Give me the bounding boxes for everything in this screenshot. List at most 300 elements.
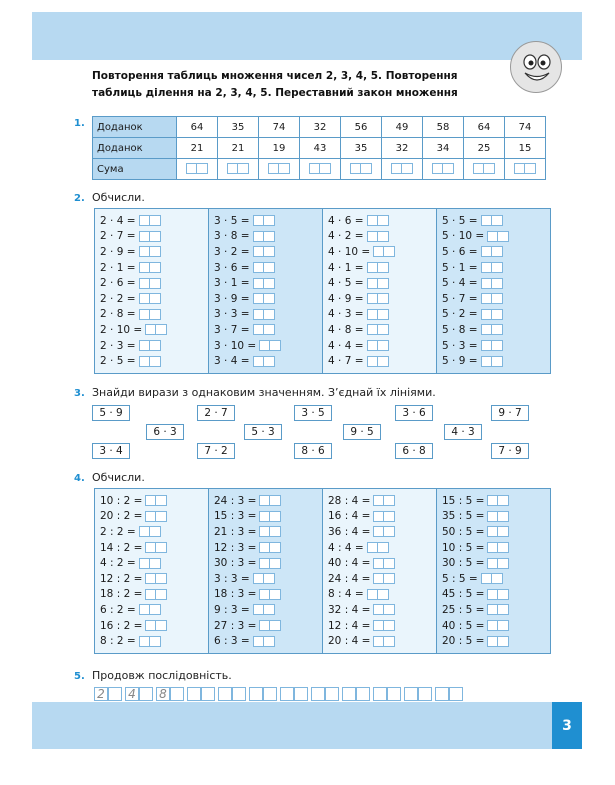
answer-box[interactable] bbox=[253, 293, 264, 304]
expression-card[interactable]: 8 · 6 bbox=[294, 443, 332, 459]
answer-box[interactable] bbox=[253, 573, 264, 584]
answer-box[interactable] bbox=[264, 309, 275, 320]
task-2-number: 2. bbox=[74, 193, 85, 204]
answer-box[interactable] bbox=[186, 163, 197, 174]
sum-answer-cell[interactable] bbox=[177, 159, 218, 180]
answer-box[interactable] bbox=[139, 526, 150, 537]
answer-box[interactable] bbox=[492, 573, 503, 584]
answer-box[interactable] bbox=[270, 542, 281, 553]
answer-box[interactable] bbox=[259, 589, 270, 600]
answer-box[interactable] bbox=[492, 340, 503, 351]
answer-box[interactable] bbox=[373, 526, 384, 537]
answer-box[interactable] bbox=[492, 278, 503, 289]
expression-text: 2 · 3 = bbox=[100, 339, 136, 352]
division-column bbox=[208, 489, 322, 653]
expression-text: 3 · 8 = bbox=[214, 230, 250, 243]
answer-box[interactable] bbox=[139, 356, 150, 367]
answer-box[interactable] bbox=[139, 246, 150, 257]
answer-box[interactable] bbox=[514, 163, 525, 174]
expression-text: 14 : 2 = bbox=[100, 541, 143, 554]
sequence-cell[interactable] bbox=[387, 687, 401, 701]
expression-card[interactable]: 6 · 8 bbox=[395, 443, 433, 459]
answer-box[interactable] bbox=[156, 620, 167, 631]
answer-box[interactable] bbox=[197, 163, 208, 174]
sequence-cell[interactable] bbox=[280, 687, 294, 701]
table-cell: 35 bbox=[341, 138, 382, 159]
answer-box[interactable] bbox=[139, 215, 150, 226]
answer-box[interactable] bbox=[139, 558, 150, 569]
answer-box[interactable] bbox=[487, 495, 498, 506]
answer-box[interactable] bbox=[492, 356, 503, 367]
answer-box[interactable] bbox=[361, 163, 372, 174]
expression-text: 25 : 5 = bbox=[442, 603, 485, 616]
expression-text: 35 : 5 = bbox=[442, 510, 485, 523]
sequence-cell[interactable] bbox=[342, 687, 356, 701]
answer-box[interactable] bbox=[384, 604, 395, 615]
answer-box[interactable] bbox=[373, 495, 384, 506]
expression-row bbox=[442, 587, 550, 603]
answer-box[interactable] bbox=[156, 324, 167, 335]
answer-box[interactable] bbox=[259, 620, 270, 631]
multiplication-grid bbox=[94, 208, 551, 374]
answer-box[interactable] bbox=[498, 495, 509, 506]
answer-box[interactable] bbox=[270, 558, 281, 569]
answer-box[interactable] bbox=[150, 340, 161, 351]
answer-box[interactable] bbox=[253, 604, 264, 615]
answer-box[interactable] bbox=[264, 246, 275, 257]
expression-text: 40 : 4 = bbox=[328, 557, 371, 570]
answer-box[interactable] bbox=[487, 511, 498, 522]
answer-box[interactable] bbox=[150, 636, 161, 647]
answer-box[interactable] bbox=[238, 163, 249, 174]
expression-row bbox=[214, 275, 322, 291]
expression-card[interactable]: 5 · 3 bbox=[244, 424, 282, 440]
expression-text: 20 : 5 = bbox=[442, 635, 485, 648]
expression-row bbox=[328, 353, 436, 369]
answer-box[interactable] bbox=[373, 246, 384, 257]
answer-box[interactable] bbox=[378, 356, 389, 367]
answer-box[interactable] bbox=[253, 262, 264, 273]
answer-box[interactable] bbox=[145, 589, 156, 600]
expression-text: 4 · 7 = bbox=[328, 355, 364, 368]
answer-box[interactable] bbox=[253, 231, 264, 242]
expression-text: 4 · 6 = bbox=[328, 214, 364, 227]
answer-box[interactable] bbox=[378, 542, 389, 553]
expression-row bbox=[100, 353, 208, 369]
expression-card[interactable]: 3 · 4 bbox=[92, 443, 130, 459]
answer-box[interactable] bbox=[378, 324, 389, 335]
answer-box[interactable] bbox=[253, 309, 264, 320]
answer-box[interactable] bbox=[391, 163, 402, 174]
answer-box[interactable] bbox=[264, 324, 275, 335]
expression-card[interactable]: 9 · 7 bbox=[491, 405, 529, 421]
expression-row bbox=[328, 633, 436, 649]
sequence-cell[interactable] bbox=[201, 687, 215, 701]
answer-box[interactable] bbox=[498, 231, 509, 242]
expression-row bbox=[442, 618, 550, 634]
answer-box[interactable] bbox=[150, 231, 161, 242]
answer-box[interactable] bbox=[259, 511, 270, 522]
answer-box[interactable] bbox=[498, 526, 509, 537]
answer-box[interactable] bbox=[487, 526, 498, 537]
answer-box[interactable] bbox=[492, 309, 503, 320]
answer-box[interactable] bbox=[373, 558, 384, 569]
table-cell: 21 bbox=[177, 138, 218, 159]
answer-box[interactable] bbox=[373, 620, 384, 631]
sequence-cell[interactable] bbox=[187, 687, 201, 701]
table-cell: 25 bbox=[464, 138, 505, 159]
expression-text: 3 · 5 = bbox=[214, 214, 250, 227]
sequence-cell[interactable] bbox=[249, 687, 263, 701]
answer-box[interactable] bbox=[481, 356, 492, 367]
answer-box[interactable] bbox=[320, 163, 331, 174]
sequence-cell[interactable] bbox=[325, 687, 339, 701]
expression-card[interactable]: 7 · 9 bbox=[491, 443, 529, 459]
page-number: 3 bbox=[552, 702, 582, 749]
answer-box[interactable] bbox=[384, 526, 395, 537]
expression-text: 5 · 4 = bbox=[442, 277, 478, 290]
answer-box[interactable] bbox=[279, 163, 290, 174]
table-cell: 15 bbox=[505, 138, 546, 159]
answer-box[interactable] bbox=[481, 278, 492, 289]
expression-row bbox=[214, 322, 322, 338]
sequence-cell[interactable] bbox=[356, 687, 370, 701]
answer-box[interactable] bbox=[492, 324, 503, 335]
answer-box[interactable] bbox=[481, 215, 492, 226]
answer-box[interactable] bbox=[150, 246, 161, 257]
answer-box[interactable] bbox=[145, 620, 156, 631]
answer-box[interactable] bbox=[264, 573, 275, 584]
answer-box[interactable] bbox=[498, 511, 509, 522]
expression-text: 5 : 5 = bbox=[442, 572, 478, 585]
expression-text: 4 · 3 = bbox=[328, 308, 364, 321]
answer-box[interactable] bbox=[139, 278, 150, 289]
answer-box[interactable] bbox=[367, 324, 378, 335]
answer-box[interactable] bbox=[264, 278, 275, 289]
answer-box[interactable] bbox=[487, 620, 498, 631]
answer-box[interactable] bbox=[264, 636, 275, 647]
answer-box[interactable] bbox=[367, 309, 378, 320]
answer-box[interactable] bbox=[150, 356, 161, 367]
answer-box[interactable] bbox=[492, 215, 503, 226]
answer-box[interactable] bbox=[484, 163, 495, 174]
answer-box[interactable] bbox=[481, 573, 492, 584]
sequence-cell[interactable] bbox=[232, 687, 246, 701]
answer-box[interactable] bbox=[498, 558, 509, 569]
answer-box[interactable] bbox=[487, 604, 498, 615]
answer-box[interactable] bbox=[259, 542, 270, 553]
expression-row bbox=[328, 244, 436, 260]
answer-box[interactable] bbox=[150, 293, 161, 304]
answer-box[interactable] bbox=[253, 356, 264, 367]
expression-card[interactable]: 2 · 7 bbox=[197, 405, 235, 421]
sequence-cell[interactable] bbox=[311, 687, 325, 701]
answer-box[interactable] bbox=[150, 309, 161, 320]
expression-text: 4 · 9 = bbox=[328, 292, 364, 305]
answer-box[interactable] bbox=[350, 163, 361, 174]
sequence-cell[interactable] bbox=[139, 687, 153, 701]
answer-box[interactable] bbox=[156, 589, 167, 600]
answer-box[interactable] bbox=[253, 215, 264, 226]
answer-box[interactable] bbox=[259, 526, 270, 537]
expression-card[interactable]: 3 · 6 bbox=[395, 405, 433, 421]
expression-row bbox=[442, 291, 550, 307]
sum-answer-cell[interactable] bbox=[300, 159, 341, 180]
sequence-cell[interactable] bbox=[449, 687, 463, 701]
sum-answer-cell[interactable] bbox=[259, 159, 300, 180]
expression-row bbox=[100, 509, 208, 525]
answer-box[interactable] bbox=[367, 278, 378, 289]
answer-box[interactable] bbox=[487, 231, 498, 242]
answer-box[interactable] bbox=[373, 604, 384, 615]
table-row bbox=[93, 117, 546, 138]
answer-box[interactable] bbox=[384, 573, 395, 584]
answer-box[interactable] bbox=[259, 495, 270, 506]
answer-box[interactable] bbox=[264, 262, 275, 273]
answer-box[interactable] bbox=[384, 495, 395, 506]
answer-box[interactable] bbox=[498, 542, 509, 553]
expression-row bbox=[100, 291, 208, 307]
answer-box[interactable] bbox=[268, 163, 279, 174]
answer-box[interactable] bbox=[378, 262, 389, 273]
answer-box[interactable] bbox=[367, 340, 378, 351]
answer-box[interactable] bbox=[481, 246, 492, 257]
sequence-cell[interactable] bbox=[218, 687, 232, 701]
sum-answer-cell[interactable] bbox=[382, 159, 423, 180]
answer-box[interactable] bbox=[253, 324, 264, 335]
expression-row bbox=[442, 524, 550, 540]
answer-box[interactable] bbox=[264, 293, 275, 304]
answer-box[interactable] bbox=[384, 511, 395, 522]
expression-row bbox=[442, 307, 550, 323]
sequence-cell[interactable] bbox=[170, 687, 184, 701]
expression-row bbox=[100, 618, 208, 634]
answer-box[interactable] bbox=[367, 262, 378, 273]
sequence-cell[interactable] bbox=[435, 687, 449, 701]
expression-row bbox=[442, 633, 550, 649]
sequence-cell[interactable]: 2 bbox=[94, 687, 108, 701]
answer-box[interactable] bbox=[264, 231, 275, 242]
answer-box[interactable] bbox=[498, 589, 509, 600]
expression-card[interactable]: 9 · 5 bbox=[343, 424, 381, 440]
sum-answer-cell[interactable] bbox=[341, 159, 382, 180]
table-cell: 34 bbox=[423, 138, 464, 159]
expression-card[interactable]: 5 · 9 bbox=[92, 405, 130, 421]
answer-box[interactable] bbox=[384, 558, 395, 569]
expression-row bbox=[100, 555, 208, 571]
answer-box[interactable] bbox=[492, 246, 503, 257]
division-column bbox=[322, 489, 436, 653]
answer-box[interactable] bbox=[378, 309, 389, 320]
multiplication-column bbox=[208, 209, 322, 373]
answer-box[interactable] bbox=[156, 511, 167, 522]
sequence-cell[interactable] bbox=[404, 687, 418, 701]
answer-box[interactable] bbox=[156, 495, 167, 506]
answer-box[interactable] bbox=[139, 231, 150, 242]
expression-text: 4 · 2 = bbox=[328, 230, 364, 243]
answer-box[interactable] bbox=[373, 636, 384, 647]
expression-text: 4 · 1 = bbox=[328, 261, 364, 274]
table-cell: 32 bbox=[382, 138, 423, 159]
answer-box[interactable] bbox=[402, 163, 413, 174]
expression-row bbox=[100, 524, 208, 540]
answer-box[interactable] bbox=[492, 293, 503, 304]
answer-box[interactable] bbox=[145, 324, 156, 335]
answer-box[interactable] bbox=[378, 589, 389, 600]
answer-box[interactable] bbox=[367, 589, 378, 600]
sum-answer-cell[interactable] bbox=[464, 159, 505, 180]
answer-box[interactable] bbox=[270, 526, 281, 537]
multiplication-column bbox=[436, 209, 550, 373]
answer-box[interactable] bbox=[145, 511, 156, 522]
answer-box[interactable] bbox=[384, 636, 395, 647]
expression-row bbox=[214, 524, 322, 540]
answer-box[interactable] bbox=[492, 262, 503, 273]
expression-text: 3 · 1 = bbox=[214, 277, 250, 290]
answer-box[interactable] bbox=[150, 604, 161, 615]
expression-row bbox=[442, 275, 550, 291]
answer-box[interactable] bbox=[487, 558, 498, 569]
answer-box[interactable] bbox=[525, 163, 536, 174]
answer-box[interactable] bbox=[270, 340, 281, 351]
sequence-cell[interactable] bbox=[263, 687, 277, 701]
answer-box[interactable] bbox=[367, 293, 378, 304]
lesson-title: Повторення таблиць множення чисел 2, 3, 4, 5. Повторення таблиць ділення на 2, 3, 4, 5. Переставний закон множення bbox=[92, 70, 458, 99]
table-cell: 64 bbox=[177, 117, 218, 138]
table-cell: 19 bbox=[259, 138, 300, 159]
answer-box[interactable] bbox=[373, 511, 384, 522]
answer-box[interactable] bbox=[145, 542, 156, 553]
answer-box[interactable] bbox=[270, 589, 281, 600]
sum-answer-cell[interactable] bbox=[218, 159, 259, 180]
answer-box[interactable] bbox=[150, 278, 161, 289]
answer-box[interactable] bbox=[264, 356, 275, 367]
answer-box[interactable] bbox=[145, 573, 156, 584]
expression-text: 32 : 4 = bbox=[328, 603, 371, 616]
answer-box[interactable] bbox=[139, 293, 150, 304]
expression-row bbox=[442, 213, 550, 229]
answer-box[interactable] bbox=[373, 573, 384, 584]
answer-box[interactable] bbox=[367, 356, 378, 367]
answer-box[interactable] bbox=[378, 215, 389, 226]
answer-box[interactable] bbox=[432, 163, 443, 174]
sum-answer-cell[interactable] bbox=[505, 159, 546, 180]
answer-box[interactable] bbox=[139, 604, 150, 615]
expression-text: 12 : 3 = bbox=[214, 541, 257, 554]
answer-box[interactable] bbox=[367, 231, 378, 242]
answer-box[interactable] bbox=[487, 636, 498, 647]
answer-box[interactable] bbox=[145, 495, 156, 506]
sequence-cell[interactable] bbox=[373, 687, 387, 701]
answer-box[interactable] bbox=[481, 324, 492, 335]
answer-box[interactable] bbox=[487, 589, 498, 600]
answer-box[interactable] bbox=[498, 636, 509, 647]
expression-text: 2 · 6 = bbox=[100, 277, 136, 290]
expression-card[interactable]: 6 · 3 bbox=[146, 424, 184, 440]
sum-answer-cell[interactable] bbox=[423, 159, 464, 180]
answer-box[interactable] bbox=[264, 215, 275, 226]
smiley-face-icon bbox=[510, 41, 562, 93]
task-3-number: 3. bbox=[74, 388, 85, 399]
answer-box[interactable] bbox=[150, 215, 161, 226]
answer-box[interactable] bbox=[481, 340, 492, 351]
answer-box[interactable] bbox=[259, 558, 270, 569]
answer-box[interactable] bbox=[270, 495, 281, 506]
sequence-cell[interactable] bbox=[418, 687, 432, 701]
expression-row bbox=[328, 322, 436, 338]
answer-box[interactable] bbox=[139, 262, 150, 273]
table-cell: 32 bbox=[300, 117, 341, 138]
answer-box[interactable] bbox=[156, 573, 167, 584]
answer-box[interactable] bbox=[227, 163, 238, 174]
answer-box[interactable] bbox=[378, 293, 389, 304]
answer-box[interactable] bbox=[378, 231, 389, 242]
answer-box[interactable] bbox=[139, 309, 150, 320]
answer-box[interactable] bbox=[384, 620, 395, 631]
expression-text: 9 : 3 = bbox=[214, 603, 250, 616]
answer-box[interactable] bbox=[139, 340, 150, 351]
expression-card[interactable]: 7 · 2 bbox=[197, 443, 235, 459]
answer-box[interactable] bbox=[150, 262, 161, 273]
answer-box[interactable] bbox=[378, 278, 389, 289]
expression-row bbox=[214, 633, 322, 649]
answer-box[interactable] bbox=[253, 246, 264, 257]
answer-box[interactable] bbox=[156, 542, 167, 553]
expression-text: 2 · 1 = bbox=[100, 261, 136, 274]
answer-box[interactable] bbox=[498, 620, 509, 631]
answer-box[interactable] bbox=[259, 340, 270, 351]
expression-text: 2 · 9 = bbox=[100, 245, 136, 258]
answer-box[interactable] bbox=[367, 542, 378, 553]
expression-text: 15 : 5 = bbox=[442, 494, 485, 507]
sequence-cell[interactable]: 8 bbox=[156, 687, 170, 701]
sequence-cell[interactable]: 4 bbox=[125, 687, 139, 701]
answer-box[interactable] bbox=[270, 620, 281, 631]
expression-text: 4 · 8 = bbox=[328, 323, 364, 336]
sequence-cell[interactable] bbox=[108, 687, 122, 701]
answer-box[interactable] bbox=[473, 163, 484, 174]
expression-text: 18 : 2 = bbox=[100, 588, 143, 601]
answer-box[interactable] bbox=[481, 293, 492, 304]
answer-box[interactable] bbox=[150, 558, 161, 569]
answer-box[interactable] bbox=[253, 278, 264, 289]
answer-box[interactable] bbox=[498, 604, 509, 615]
task-4-title: Обчисли. bbox=[92, 471, 145, 484]
expression-card[interactable]: 4 · 3 bbox=[444, 424, 482, 440]
answer-box[interactable] bbox=[367, 215, 378, 226]
expression-row bbox=[328, 587, 436, 603]
answer-box[interactable] bbox=[139, 636, 150, 647]
answer-box[interactable] bbox=[150, 526, 161, 537]
expression-row bbox=[100, 587, 208, 603]
table-cell: 43 bbox=[300, 138, 341, 159]
answer-box[interactable] bbox=[443, 163, 454, 174]
answer-box[interactable] bbox=[378, 340, 389, 351]
answer-box[interactable] bbox=[270, 511, 281, 522]
answer-box[interactable] bbox=[309, 163, 320, 174]
expression-row bbox=[214, 509, 322, 525]
answer-box[interactable] bbox=[481, 262, 492, 273]
answer-box[interactable] bbox=[384, 246, 395, 257]
answer-box[interactable] bbox=[264, 604, 275, 615]
answer-box[interactable] bbox=[481, 309, 492, 320]
answer-box[interactable] bbox=[487, 542, 498, 553]
expression-text: 5 · 3 = bbox=[442, 339, 478, 352]
sequence-cell[interactable] bbox=[294, 687, 308, 701]
expression-card[interactable]: 3 · 5 bbox=[294, 405, 332, 421]
answer-box[interactable] bbox=[253, 636, 264, 647]
expression-text: 5 · 2 = bbox=[442, 308, 478, 321]
